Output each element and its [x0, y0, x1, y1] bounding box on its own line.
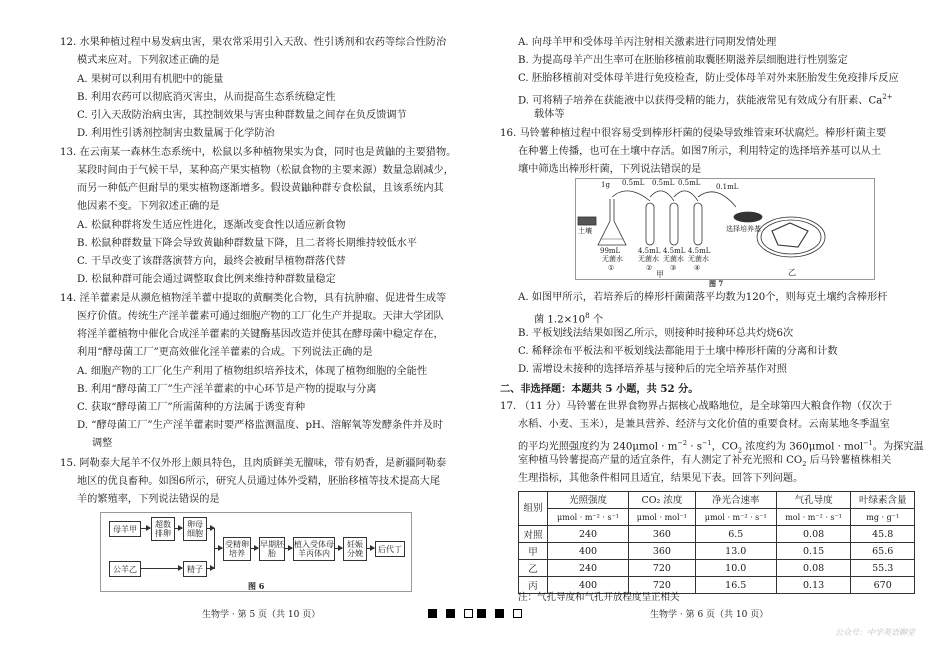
q13-option-b: B. 松鼠种群数量下降会导致黄鼬种群数量下降，且二者将长期维持较低水平 — [77, 238, 417, 249]
fig6-fertilized-egg: 受精卵培养 — [223, 537, 251, 561]
page-footer-left: 生物学 · 第 5 页（共 10 页） — [202, 610, 321, 620]
soil-block — [578, 217, 596, 225]
q16-stem: 壤中筛选出棒形杆菌，下列说法错误的是 — [518, 164, 702, 175]
table-row — [519, 560, 915, 577]
table-cell: 65.6 — [851, 543, 915, 560]
q16-stem: 16. 马铃薯种植过程中很容易受到棒形杆菌的侵染导致维管束环状腐烂。棒形杆菌主要 — [500, 128, 887, 139]
fig6-arrow — [206, 568, 214, 569]
figure-6 — [100, 512, 412, 592]
fig7-n1: ① — [608, 264, 615, 272]
table-cell: 670 — [851, 577, 915, 594]
fig6-arrow — [214, 548, 222, 549]
fig7-n2: ② — [646, 264, 653, 272]
q16-stem: 在种薯上传播，也可在土壤中存活。如图7所示，利用特定的选择培养基可以从土 — [518, 146, 882, 157]
fig7-v1: 0.5mL — [622, 179, 645, 187]
flask — [598, 199, 626, 245]
fig7-n3: ③ — [670, 264, 677, 272]
fig6-arrow — [174, 528, 182, 529]
fig7-w3: 4.5mL — [663, 247, 686, 255]
q17-stem: 17. （11 分）马铃薯在世界食物界占据核心战略地位，是全球第四大粮食作物（仅次于 — [500, 401, 893, 412]
q14-stem: 利用“酵母菌工厂”更高效催化淫羊藿素的合成。下列说法正确的是 — [77, 347, 373, 358]
figure-7-drawing — [576, 179, 874, 279]
fig7-medium: 选择培养基 — [726, 225, 761, 233]
fig6-arrow — [334, 548, 342, 549]
table-cell: 对照 — [519, 526, 548, 543]
q14-option-d: D. “酵母菌工厂”生产淫羊藿素时要严格监测温度、pH、溶解氧等发酵条件并及时 — [77, 420, 444, 431]
table-cell: 720 — [629, 560, 696, 577]
q13-stem: 某段时间由于气候干旱，某种高产果实植物（松鼠食物的主要来源）数量急剧减少， — [77, 165, 454, 176]
figure-7 — [575, 178, 875, 280]
q12-stem: 12. 水果种植过程中易发病虫害，果农常采用引入天敌、性引诱剂和农药等综合性防治 — [60, 37, 447, 48]
footer-square — [428, 609, 437, 618]
fig6-offspring: 后代丁 — [375, 541, 405, 557]
fig6-early-embryo: 早期胚胎 — [259, 537, 285, 561]
table-cell: 400 — [548, 577, 629, 594]
q14-option-d-cont: 调整 — [92, 438, 113, 449]
table-cell: 720 — [629, 577, 696, 594]
q15-option-d-cont: 载体等 — [534, 109, 565, 120]
table-cell: 45.8 — [851, 526, 915, 543]
table-cell: 10.0 — [695, 560, 776, 577]
table-header-row — [519, 492, 915, 509]
table-cell: 400 — [548, 543, 629, 560]
q14-option-b: B. 利用“酵母菌工厂”生产淫羊藿素的中心环节是产物的提取与分离 — [77, 384, 377, 395]
table-unit-row — [519, 509, 915, 526]
test-tube-3 — [694, 203, 702, 245]
footer-square — [446, 609, 455, 618]
section-heading: 二、非选择题：本题共 5 小题，共 52 分。 — [500, 383, 699, 395]
footer-square — [513, 609, 522, 618]
q13-option-d: D. 松鼠种群可能会通过调整取食比例来维持种群数量稳定 — [77, 274, 336, 285]
table-cell: 乙 — [519, 560, 548, 577]
fig6-birth: 妊娠分娩 — [343, 537, 367, 561]
table-unit: mol · m⁻² · s⁻¹ — [776, 509, 851, 526]
q15-option-b: B. 为提高母羊产出生率可在胚胎移植前取囊胚期滋养层细胞进行性别鉴定 — [518, 55, 848, 66]
fig6-arrow — [250, 548, 258, 549]
table-note: 注：气孔导度和气孔开放程度呈正相关 — [518, 592, 680, 603]
fig7-v4: 0.1mL — [716, 183, 739, 191]
test-tube-2 — [670, 203, 678, 245]
fig7-s3: 无菌水 — [663, 255, 684, 263]
fig7-n4: ④ — [694, 264, 701, 272]
q12-option-d: D. 利用性引诱剂控制害虫数量属于化学防治 — [77, 128, 275, 139]
table-header: 叶绿素含量 — [851, 492, 915, 509]
fig7-label-yi: 乙 — [788, 268, 796, 277]
fig6-sperm: 精子 — [183, 561, 207, 577]
fig6-ram: 公羊乙 — [109, 561, 141, 577]
q13-stem: 他因素不变。下列叙述正确的是 — [77, 201, 220, 212]
table-unit: mg · g⁻¹ — [851, 509, 915, 526]
fig7-w2: 4.5mL — [638, 247, 661, 255]
q16-option-c: C. 稀释涂布平板法和平板划线法都能用于土壤中棒形杆菌的分离和计数 — [518, 346, 838, 357]
q16-option-a-cont: 菌 $1.2\times 10^8$ 个 — [534, 312, 604, 326]
fig7-s2: 无菌水 — [638, 255, 659, 263]
q17-stem: 的平均光照强度约为 $240\mu mol \cdot m^{-2} \cdot s^{-1}$，$CO_2$ 浓度约为 360μmol · mol$^{-1}$。为探究温 — [518, 439, 924, 455]
q14-stem: 将淫羊藿植物中催化合成淫羊藿素的关键酶基因改造并使其在酵母菌中稳定存在， — [77, 329, 444, 340]
table-header: CO₂ 浓度 — [629, 492, 696, 509]
q14-stem: 医疗价值。传统生产淫羊藿素可通过细胞产物的工厂化生产并提取。天津大学团队 — [77, 311, 444, 322]
table-cell: 360 — [629, 543, 696, 560]
q16-option-b: B. 平板划线法结果如图乙所示，则接种时接种环总共灼烧6次 — [518, 328, 794, 339]
q16-option-d: D. 需增设未接种的选择培养基与接种后的完全培养基作对照 — [518, 364, 787, 375]
fig6-ewe: 母羊甲 — [109, 521, 141, 537]
footer-square — [495, 609, 504, 618]
table-row — [519, 526, 915, 543]
fig6-arrow — [140, 568, 182, 569]
table-header: 净光合速率 — [695, 492, 776, 509]
fig6-oocyte: 卵母细胞 — [183, 517, 207, 541]
table-unit: μmol · mol⁻¹ — [629, 509, 696, 526]
table-cell: 0.15 — [776, 543, 851, 560]
table-cell: 55.3 — [851, 560, 915, 577]
q13-option-a: A. 松鼠种群将发生适应性进化，逐渐改变食性以适应新食物 — [77, 220, 346, 231]
q17-stem: 室种植马铃薯提高产量的适宜条件，有人测定了补充光照和 $CO_2$ 后马铃薯植株相关 — [518, 455, 892, 469]
q13-stem: 而另一种低产但耐旱的果实植物逐渐增多。假设黄鼬种群专食松鼠，且该系统内其 — [77, 183, 444, 194]
table-cell: 丙 — [519, 577, 548, 594]
fig6-arrow — [366, 548, 374, 549]
q15-stem: 地区的优良畜种。如图6所示，研究人员通过体外受精，胚胎移植等技术提高大尾 — [77, 476, 441, 487]
fig7-v3: 0.5mL — [678, 179, 701, 187]
fig6-arrow — [284, 548, 292, 549]
table-cell: 13.0 — [695, 543, 776, 560]
q15-option-a: A. 向母羊甲和受体母羊丙注射相关激素进行同期发情处理 — [518, 37, 777, 48]
q12-option-b: B. 利用农药可以彻底消灭害虫，从而提高生态系统稳定性 — [77, 92, 336, 103]
fig6-superovulation: 超数排卵 — [151, 517, 175, 541]
q17-stem: 生理指标，其他条件相同且适宜，结果见下表。回答下列问题。 — [518, 473, 804, 484]
q12-option-a: A. 果树可以利用有机肥中的能量 — [77, 74, 224, 85]
figure-6-caption: 图 6 — [248, 581, 265, 591]
q13-stem: 13. 在云南某一森林生态系统中，松鼠以多种植物果实为食，同时也是黄鼬的主要猎物。 — [60, 147, 457, 158]
table-cell: 16.5 — [695, 577, 776, 594]
test-tube-1 — [646, 203, 654, 245]
figure-7-caption: 图 7 — [709, 279, 724, 288]
q12-stem: 模式来应对。下列叙述正确的是 — [77, 55, 220, 66]
fig7-label-jia: 甲 — [656, 270, 664, 279]
fig7-w4: 4.5mL — [688, 247, 711, 255]
footer-square — [464, 609, 473, 618]
table-unit: μmol · m⁻² · s⁻¹ — [695, 509, 776, 526]
fig7-s4: 无菌水 — [688, 255, 709, 263]
q17-stem: 水稻、小麦、玉米），是兼具营养、经济与文化价值的重要食材。云南某地冬季温室 — [518, 419, 890, 430]
petri-dish — [734, 212, 762, 222]
footer-square — [477, 609, 486, 618]
fig7-s1: 无菌水 — [602, 255, 623, 263]
q14-option-a: A. 细胞产物的工厂化生产利用了植物组织培养技术，体现了植物细胞的全能性 — [77, 366, 428, 377]
fig7-soil: 土壤 — [578, 227, 592, 235]
q16-option-a: A. 如图甲所示，若培养后的棒形杆菌菌落平均数为120个，则每克土壤约含棒形杆 — [518, 292, 888, 303]
q15-stem: 羊的繁殖率，下列说法错误的是 — [77, 494, 220, 505]
q15-stem: 15. 阿勒泰大尾羊不仅外形上颇具特色，且肉质鲜美无膻味，带有奶香，是新疆阿勒泰 — [60, 458, 447, 469]
fig6-arrow — [206, 528, 214, 529]
table-unit: μmol · m⁻² · s⁻¹ — [548, 509, 629, 526]
q15-option-d: D. 可将精子培养在获能液中以获得受精的能力，获能液常见有效成分有肝素、$Ca^{2+}$ — [518, 93, 893, 107]
fig7-g: 1g — [601, 181, 610, 189]
q13-option-c: C. 干旱改变了该群落演替方向，最终会被耐旱植物群落代替 — [77, 256, 346, 267]
table-cell: 甲 — [519, 543, 548, 560]
fig7-w1: 99mL — [600, 247, 621, 255]
table-cell: 240 — [548, 560, 629, 577]
table-header: 气孔导度 — [776, 492, 851, 509]
data-table — [518, 491, 915, 594]
table-row — [519, 543, 915, 560]
q15-option-c: C. 胚胎移植前对受体母羊进行免疫检查，防止受体母羊对外来胚胎发生免疫排斥反应 — [518, 73, 899, 84]
table-header: 光照强度 — [548, 492, 629, 509]
q14-option-c: C. 获取“酵母菌工厂”所需菌种的方法属于诱变育种 — [77, 402, 306, 413]
page-footer-right: 生物学 · 第 6 页（共 10 页） — [650, 610, 769, 620]
fig7-v2: 0.5mL — [652, 179, 675, 187]
table-cell: 240 — [548, 526, 629, 543]
table-cell: 360 — [629, 526, 696, 543]
table-cell: 0.08 — [776, 526, 851, 543]
table-header: 组别 — [519, 492, 548, 526]
q14-stem: 14. 淫羊藿素是从濒危植物淫羊藿中提取的黄酮类化合物，具有抗肿瘤、促进骨生成等 — [60, 293, 447, 304]
table-cell: 0.08 — [776, 560, 851, 577]
table-cell: 6.5 — [695, 526, 776, 543]
q12-option-c: C. 引入天敌防治病虫害，其控制效果与害虫种群数量之间存在负反馈调节 — [77, 110, 407, 121]
fig6-arrow — [140, 528, 150, 529]
table-cell: 0.13 — [776, 577, 851, 594]
watermark: 公众号：中学英语聊堂 — [835, 628, 915, 637]
fig6-transfer: 植入受体母羊丙体内 — [293, 537, 335, 561]
